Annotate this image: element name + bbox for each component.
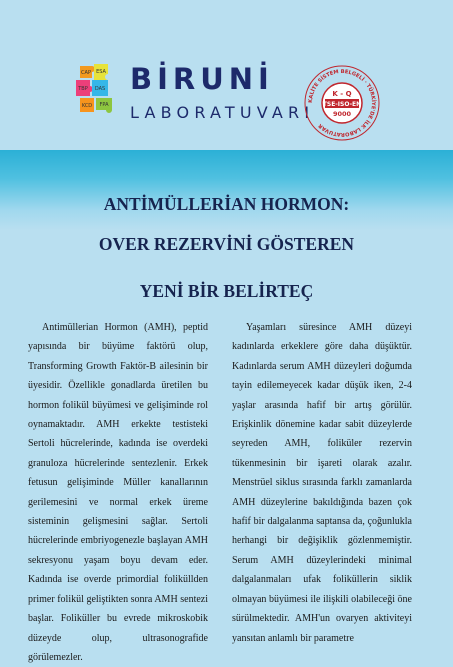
puzzle-label: TBP: [78, 86, 88, 92]
title-line-2: OVER REZERVİNİ GÖSTEREN: [98, 234, 355, 254]
puzzle-label: FPA: [99, 102, 109, 108]
puzzle-label: CAP: [81, 70, 91, 76]
puzzle-label: DAS: [94, 86, 106, 92]
seal-center-mid: TSE-ISO-EN: [322, 101, 362, 108]
title-line-3: YENİ BİR BELİRTEÇ: [139, 281, 314, 301]
body-column-right: [232, 318, 412, 648]
puzzle-logo-icon: [74, 62, 132, 122]
brand-name: BİRUNİ: [130, 62, 274, 96]
puzzle-label: ESA: [96, 69, 106, 75]
body-column-left: [28, 318, 208, 667]
brand-subtitle: LABORATUVARI: [130, 103, 315, 122]
gradient-band: [0, 150, 453, 230]
body-paragraph-right: Yaşamları süresince AMH düzeyi kadınlarda erkeklere göre daha düşüktür. Kadınlarda serum AMH düzeyleri doğumda tayin edilemeyecek kadar düşük iken, 2-4 yaşlar arasında hafif bir artış görülür. Erişkinlik dönemine kadar sabit düzeylerde seyreden AMH, foliküler rezervin tükenmesinin bir işareti olarak azalır. Menstrüel siklus sırasında farklı zamanlarda AMH düzeylerine bakıldığında bazen çok hafif bir dalgalanma saptansa da, çoğunlukla herhangi bir değişiklik gözlenmemiştir. Serum AMH düzeylerindeki minimal dalgalanmaları ufak foliküllerin siklik olmayan büyümesi ile ilişkili olabileceği öne sürülmektedir. AMH'un ovaryen aktiviteyi yansıtan anlamlı bir parametre: [232, 322, 412, 644]
title-line-1: ANTİMÜLLERİAN HORMON:: [103, 194, 350, 214]
puzzle-label: KCD: [81, 103, 93, 109]
body-paragraph-left: Antimüllerian Hormon (AMH), peptid yapısında bir büyüme faktörü olup, Transforming Growth Faktör-B ailesinin bir üyesidir. Özellikle gonadlarda üretilen bu hormon folikül büyümesi ve gelişiminde rol oynamaktadır. AMH erkekte testisteki Sertoli hücrelerinde, kadında ise overdeki granuloza hücrelerinde sentezlenir. Erkek fetusun gelişiminde Müller kanallarının gerilemesini ve normal erkek üreme sisteminin gelişmesini sağlar. Sertoli hücrelerinde embriyogenezle başlayan AMH sekresyonu yaşam boyu devam eder. Kadında ise overde primordial foliküllden primer folikül geliştikten sonra AMH sentezi başlar. Foliküller bu evrede mikroskobik düzeyde olup, ultrasonografide görülemezler.: [28, 322, 208, 663]
seal-center-bot: 9000: [332, 110, 352, 118]
seal-center-top: K - Q: [332, 90, 352, 98]
quality-seal-icon: [303, 64, 381, 142]
seal-ring-text: KALİTE SİSTEM BELGELİ · TÜRKİYE'DE İLK LABORATUVAR: [307, 68, 377, 138]
